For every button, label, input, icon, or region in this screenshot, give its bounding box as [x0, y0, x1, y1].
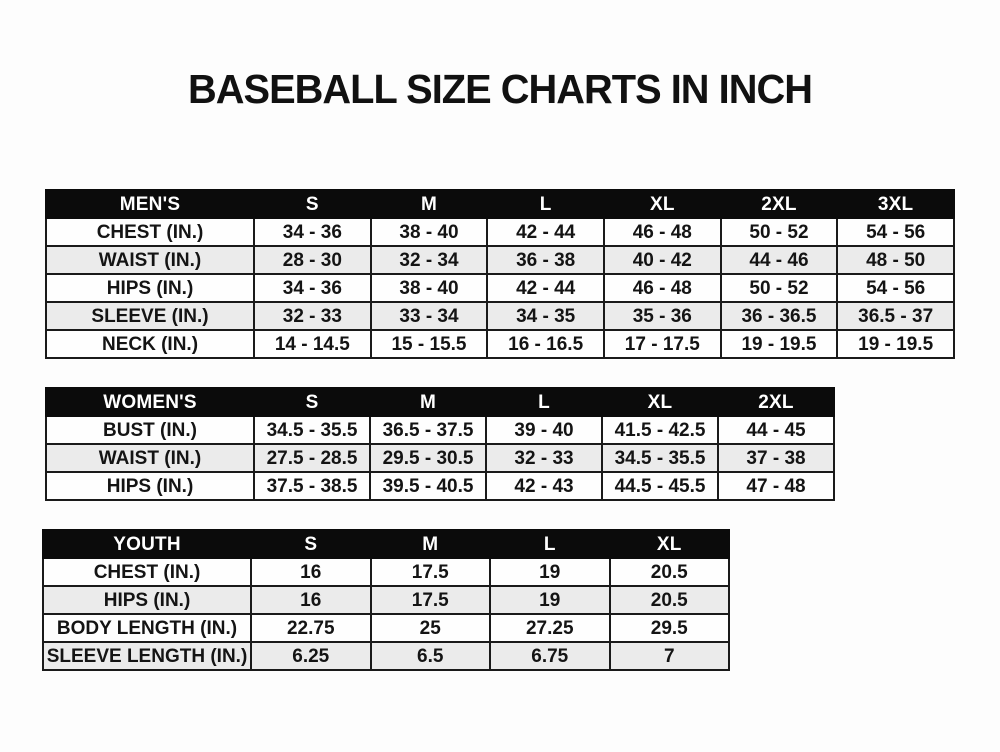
value-cell: 44 - 46 [721, 246, 838, 274]
size-header-cell: XL [610, 530, 730, 558]
value-cell: 36.5 - 37.5 [370, 416, 486, 444]
value-cell: 6.75 [490, 642, 610, 670]
row-label: WAIST (IN.) [46, 246, 254, 274]
table-row [46, 416, 834, 444]
value-cell: 42 - 44 [487, 218, 604, 246]
value-cell: 27.5 - 28.5 [254, 444, 370, 472]
size-header-cell: L [487, 190, 604, 218]
value-cell: 19 - 19.5 [721, 330, 838, 358]
value-cell: 14 - 14.5 [254, 330, 371, 358]
size-header-cell: S [251, 530, 371, 558]
table-row [43, 586, 729, 614]
youth-group-header: YOUTH [43, 530, 251, 558]
value-cell: 46 - 48 [604, 274, 721, 302]
womens-group-header: WOMEN'S [46, 388, 254, 416]
row-label: BODY LENGTH (IN.) [43, 614, 251, 642]
youth-header-row [43, 530, 729, 558]
table-row [46, 472, 834, 500]
value-cell: 33 - 34 [371, 302, 488, 330]
value-cell: 6.25 [251, 642, 371, 670]
row-label: WAIST (IN.) [46, 444, 254, 472]
table-row [46, 246, 954, 274]
page-title: BASEBALL SIZE CHARTS IN INCH [188, 66, 812, 112]
value-cell: 39 - 40 [486, 416, 602, 444]
value-cell: 19 [490, 586, 610, 614]
row-label: SLEEVE LENGTH (IN.) [43, 642, 251, 670]
value-cell: 34.5 - 35.5 [254, 416, 370, 444]
value-cell: 28 - 30 [254, 246, 371, 274]
size-header-cell: S [254, 190, 371, 218]
value-cell: 38 - 40 [371, 274, 488, 302]
table-row [46, 218, 954, 246]
size-header-cell: M [370, 388, 486, 416]
value-cell: 39.5 - 40.5 [370, 472, 486, 500]
value-cell: 50 - 52 [721, 218, 838, 246]
value-cell: 25 [371, 614, 491, 642]
value-cell: 22.75 [251, 614, 371, 642]
value-cell: 50 - 52 [721, 274, 838, 302]
value-cell: 15 - 15.5 [371, 330, 488, 358]
size-header-cell: 2XL [721, 190, 838, 218]
value-cell: 32 - 34 [371, 246, 488, 274]
value-cell: 20.5 [610, 586, 730, 614]
table-row [46, 444, 834, 472]
value-cell: 7 [610, 642, 730, 670]
row-label: CHEST (IN.) [43, 558, 251, 586]
value-cell: 35 - 36 [604, 302, 721, 330]
value-cell: 29.5 - 30.5 [370, 444, 486, 472]
value-cell: 17.5 [371, 558, 491, 586]
value-cell: 19 - 19.5 [837, 330, 954, 358]
size-header-cell: L [486, 388, 602, 416]
value-cell: 29.5 [610, 614, 730, 642]
value-cell: 40 - 42 [604, 246, 721, 274]
value-cell: 32 - 33 [486, 444, 602, 472]
value-cell: 46 - 48 [604, 218, 721, 246]
value-cell: 37.5 - 38.5 [254, 472, 370, 500]
value-cell: 17.5 [371, 586, 491, 614]
value-cell: 37 - 38 [718, 444, 834, 472]
table-row [46, 302, 954, 330]
value-cell: 42 - 44 [487, 274, 604, 302]
value-cell: 54 - 56 [837, 274, 954, 302]
value-cell: 36.5 - 37 [837, 302, 954, 330]
value-cell: 42 - 43 [486, 472, 602, 500]
value-cell: 16 - 16.5 [487, 330, 604, 358]
value-cell: 16 [251, 558, 371, 586]
size-header-cell: M [371, 190, 488, 218]
row-label: NECK (IN.) [46, 330, 254, 358]
value-cell: 44 - 45 [718, 416, 834, 444]
tables-area [0, 189, 1000, 671]
row-label: SLEEVE (IN.) [46, 302, 254, 330]
table-row [43, 642, 729, 670]
value-cell: 6.5 [371, 642, 491, 670]
value-cell: 36 - 38 [487, 246, 604, 274]
value-cell: 38 - 40 [371, 218, 488, 246]
size-header-cell: 2XL [718, 388, 834, 416]
womens-size-table [45, 387, 835, 501]
value-cell: 16 [251, 586, 371, 614]
row-label: CHEST (IN.) [46, 218, 254, 246]
value-cell: 34 - 36 [254, 274, 371, 302]
value-cell: 44.5 - 45.5 [602, 472, 718, 500]
value-cell: 34 - 36 [254, 218, 371, 246]
womens-header-row [46, 388, 834, 416]
value-cell: 34 - 35 [487, 302, 604, 330]
value-cell: 48 - 50 [837, 246, 954, 274]
table-row [43, 614, 729, 642]
value-cell: 36 - 36.5 [721, 302, 838, 330]
size-header-cell: S [254, 388, 370, 416]
mens-size-table [45, 189, 955, 359]
value-cell: 20.5 [610, 558, 730, 586]
table-row [46, 330, 954, 358]
value-cell: 54 - 56 [837, 218, 954, 246]
row-label: HIPS (IN.) [46, 472, 254, 500]
value-cell: 19 [490, 558, 610, 586]
size-header-cell: M [371, 530, 491, 558]
value-cell: 27.25 [490, 614, 610, 642]
size-header-cell: L [490, 530, 610, 558]
value-cell: 32 - 33 [254, 302, 371, 330]
value-cell: 47 - 48 [718, 472, 834, 500]
size-header-cell: XL [602, 388, 718, 416]
value-cell: 41.5 - 42.5 [602, 416, 718, 444]
size-header-cell: XL [604, 190, 721, 218]
row-label: HIPS (IN.) [43, 586, 251, 614]
row-label: HIPS (IN.) [46, 274, 254, 302]
mens-group-header: MEN'S [46, 190, 254, 218]
value-cell: 17 - 17.5 [604, 330, 721, 358]
table-row [46, 274, 954, 302]
youth-size-table [42, 529, 730, 671]
size-header-cell: 3XL [837, 190, 954, 218]
row-label: BUST (IN.) [46, 416, 254, 444]
value-cell: 34.5 - 35.5 [602, 444, 718, 472]
table-row [43, 558, 729, 586]
mens-header-row [46, 190, 954, 218]
